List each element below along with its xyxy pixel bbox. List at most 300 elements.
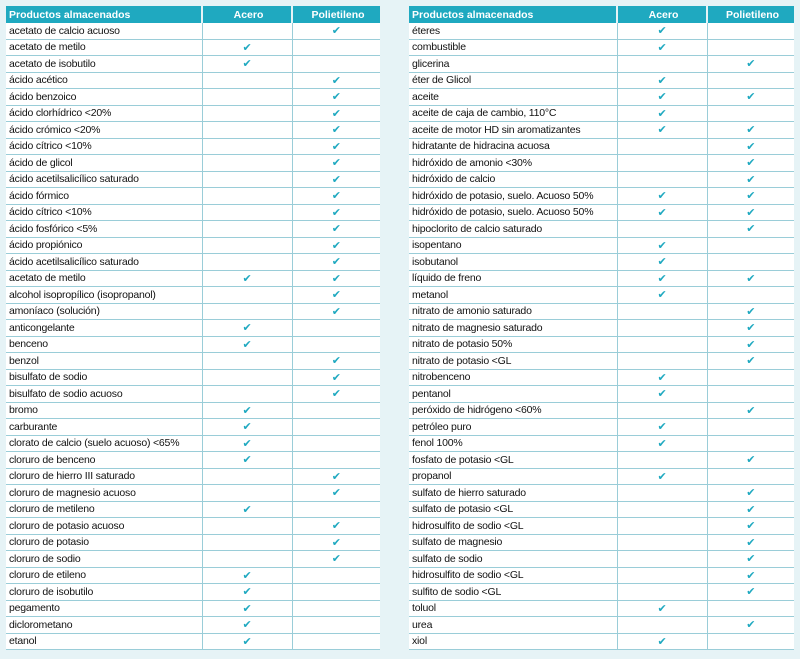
steel-compatibility-cell — [202, 188, 292, 205]
table-row — [6, 452, 380, 469]
steel-compatibility-cell — [617, 633, 707, 650]
polyethylene-compatibility-cell — [707, 518, 794, 535]
polyethylene-compatibility-cell — [292, 237, 380, 254]
steel-compatibility-cell — [202, 468, 292, 485]
polyethylene-compatibility-cell — [707, 287, 794, 304]
steel-compatibility-cell — [617, 320, 707, 337]
table-row — [409, 353, 794, 370]
table-row — [409, 633, 794, 650]
steel-compatibility-cell — [202, 89, 292, 106]
checkmark-icon: ✔ — [242, 338, 252, 351]
header-polyethylene: Polietileno — [292, 6, 380, 23]
product-name: nitrato de magnesio saturado — [409, 320, 617, 337]
table-row — [6, 72, 380, 89]
product-name: ácido crómico <20% — [6, 122, 202, 139]
polyethylene-compatibility-cell — [707, 237, 794, 254]
checkmark-icon: ✔ — [331, 470, 341, 483]
steel-compatibility-cell — [617, 188, 707, 205]
steel-compatibility-cell — [202, 122, 292, 139]
checkmark-icon: ✔ — [746, 520, 756, 533]
table-row — [6, 204, 380, 221]
product-name: diclorometano — [6, 617, 202, 634]
steel-compatibility-cell — [202, 501, 292, 518]
checkmark-icon: ✔ — [746, 503, 756, 516]
product-name: metanol — [409, 287, 617, 304]
checkmark-icon: ✔ — [746, 91, 756, 104]
steel-compatibility-cell — [617, 204, 707, 221]
polyethylene-compatibility-cell — [707, 204, 794, 221]
table-row — [409, 122, 794, 139]
steel-compatibility-cell — [202, 600, 292, 617]
table-row — [409, 89, 794, 106]
checkmark-icon: ✔ — [331, 124, 341, 137]
steel-compatibility-cell — [617, 221, 707, 238]
table-row — [6, 600, 380, 617]
steel-compatibility-cell — [202, 534, 292, 551]
table-row — [6, 320, 380, 337]
table-row — [409, 518, 794, 535]
polyethylene-compatibility-cell — [292, 567, 380, 584]
checkmark-icon: ✔ — [331, 272, 341, 285]
steel-compatibility-cell — [202, 204, 292, 221]
product-name: sulfato de sodio — [409, 551, 617, 568]
polyethylene-compatibility-cell — [292, 518, 380, 535]
table-row — [409, 72, 794, 89]
steel-compatibility-cell — [617, 452, 707, 469]
checkmark-icon: ✔ — [242, 58, 252, 71]
product-name: cloruro de isobutilo — [6, 584, 202, 601]
checkmark-icon: ✔ — [657, 602, 667, 615]
table-row — [409, 303, 794, 320]
product-name: isobutanol — [409, 254, 617, 271]
polyethylene-compatibility-cell — [292, 353, 380, 370]
product-name: aceite — [409, 89, 617, 106]
table-row — [6, 171, 380, 188]
steel-compatibility-cell — [617, 303, 707, 320]
steel-compatibility-cell — [202, 518, 292, 535]
polyethylene-compatibility-cell — [707, 551, 794, 568]
product-name: toluol — [409, 600, 617, 617]
steel-compatibility-cell — [202, 237, 292, 254]
checkmark-icon: ✔ — [746, 190, 756, 203]
product-name: cloruro de magnesio acuoso — [6, 485, 202, 502]
steel-compatibility-cell — [617, 386, 707, 403]
polyethylene-compatibility-cell — [707, 320, 794, 337]
polyethylene-compatibility-cell — [707, 452, 794, 469]
polyethylene-compatibility-cell — [707, 188, 794, 205]
product-name: acetato de calcio acuoso — [6, 23, 202, 39]
steel-compatibility-cell — [202, 353, 292, 370]
table-row — [6, 254, 380, 271]
polyethylene-compatibility-cell — [292, 188, 380, 205]
table-row — [409, 105, 794, 122]
product-name: sulfato de potasio <GL — [409, 501, 617, 518]
steel-compatibility-cell — [202, 369, 292, 386]
checkmark-icon: ✔ — [746, 338, 756, 351]
polyethylene-compatibility-cell — [707, 56, 794, 73]
steel-compatibility-cell — [617, 501, 707, 518]
product-name: nitrato de amonio saturado — [409, 303, 617, 320]
table-row — [409, 56, 794, 73]
checkmark-icon: ✔ — [331, 355, 341, 368]
checkmark-icon: ✔ — [242, 322, 252, 335]
steel-compatibility-cell — [617, 72, 707, 89]
steel-compatibility-cell — [617, 600, 707, 617]
polyethylene-compatibility-cell — [707, 39, 794, 56]
polyethylene-compatibility-cell — [292, 105, 380, 122]
steel-compatibility-cell — [202, 435, 292, 452]
product-name: petróleo puro — [409, 419, 617, 436]
product-name: acetato de metilo — [6, 39, 202, 56]
product-name: hidróxido de amonio <30% — [409, 155, 617, 172]
steel-compatibility-cell — [202, 617, 292, 634]
steel-compatibility-cell — [617, 369, 707, 386]
steel-compatibility-cell — [617, 138, 707, 155]
product-name: cloruro de etileno — [6, 567, 202, 584]
checkmark-icon: ✔ — [746, 355, 756, 368]
product-name: pentanol — [409, 386, 617, 403]
polyethylene-compatibility-cell — [707, 105, 794, 122]
polyethylene-compatibility-cell — [292, 501, 380, 518]
table-row — [409, 237, 794, 254]
product-name: cloruro de potasio — [6, 534, 202, 551]
product-name: sulfato de hierro saturado — [409, 485, 617, 502]
polyethylene-compatibility-cell — [707, 584, 794, 601]
steel-compatibility-cell — [617, 122, 707, 139]
steel-compatibility-cell — [202, 171, 292, 188]
checkmark-icon: ✔ — [242, 635, 252, 648]
product-name: cloruro de sodio — [6, 551, 202, 568]
table-row — [409, 419, 794, 436]
product-name: ácido acetilsalicílico saturado — [6, 171, 202, 188]
table-row — [6, 303, 380, 320]
checkmark-icon: ✔ — [331, 371, 341, 384]
polyethylene-compatibility-cell — [292, 221, 380, 238]
polyethylene-compatibility-cell — [292, 369, 380, 386]
table-header-row — [409, 6, 794, 23]
checkmark-icon: ✔ — [657, 41, 667, 54]
product-name: alcohol isopropílico (isopropanol) — [6, 287, 202, 304]
checkmark-icon: ✔ — [657, 437, 667, 450]
steel-compatibility-cell — [617, 617, 707, 634]
polyethylene-compatibility-cell — [707, 23, 794, 39]
polyethylene-compatibility-cell — [707, 402, 794, 419]
product-name: éteres — [409, 23, 617, 39]
steel-compatibility-cell — [617, 105, 707, 122]
table-row — [409, 386, 794, 403]
table-row — [6, 138, 380, 155]
checkmark-icon: ✔ — [657, 91, 667, 104]
checkmark-icon: ✔ — [242, 569, 252, 582]
polyethylene-compatibility-cell — [292, 254, 380, 271]
polyethylene-compatibility-cell — [707, 567, 794, 584]
product-name: hidróxido de calcio — [409, 171, 617, 188]
polyethylene-compatibility-cell — [292, 534, 380, 551]
steel-compatibility-cell — [617, 23, 707, 39]
steel-compatibility-cell — [202, 23, 292, 39]
checkmark-icon: ✔ — [331, 140, 341, 153]
product-name: sulfito de sodio <GL — [409, 584, 617, 601]
steel-compatibility-cell — [202, 303, 292, 320]
polyethylene-compatibility-cell — [707, 419, 794, 436]
steel-compatibility-cell — [202, 320, 292, 337]
checkmark-icon: ✔ — [242, 619, 252, 632]
polyethylene-compatibility-cell — [707, 72, 794, 89]
table-row — [409, 369, 794, 386]
checkmark-icon: ✔ — [657, 206, 667, 219]
table-row — [409, 155, 794, 172]
polyethylene-compatibility-cell — [707, 353, 794, 370]
checkmark-icon: ✔ — [331, 25, 341, 38]
steel-compatibility-cell — [617, 419, 707, 436]
table-row — [409, 287, 794, 304]
polyethylene-compatibility-cell — [707, 221, 794, 238]
checkmark-icon: ✔ — [657, 371, 667, 384]
product-name: ácido acetilsalicílico saturado — [6, 254, 202, 271]
table-row — [6, 237, 380, 254]
steel-compatibility-cell — [617, 155, 707, 172]
table-row — [6, 402, 380, 419]
product-name: bisulfato de sodio — [6, 369, 202, 386]
table-row — [6, 567, 380, 584]
header-polyethylene: Polietileno — [707, 6, 794, 23]
table-row — [6, 155, 380, 172]
steel-compatibility-cell — [617, 485, 707, 502]
checkmark-icon: ✔ — [746, 124, 756, 137]
polyethylene-compatibility-cell — [292, 138, 380, 155]
polyethylene-compatibility-cell — [707, 600, 794, 617]
checkmark-icon: ✔ — [242, 437, 252, 450]
product-name: ácido fórmico — [6, 188, 202, 205]
checkmark-icon: ✔ — [331, 536, 341, 549]
steel-compatibility-cell — [617, 254, 707, 271]
checkmark-icon: ✔ — [331, 74, 341, 87]
checkmark-icon: ✔ — [242, 454, 252, 467]
product-name: xiol — [409, 633, 617, 650]
checkmark-icon: ✔ — [746, 586, 756, 599]
steel-compatibility-cell — [617, 56, 707, 73]
steel-compatibility-cell — [617, 353, 707, 370]
product-name: ácido acético — [6, 72, 202, 89]
polyethylene-compatibility-cell — [292, 452, 380, 469]
product-name: benzol — [6, 353, 202, 370]
polyethylene-compatibility-cell — [292, 600, 380, 617]
polyethylene-compatibility-cell — [707, 485, 794, 502]
product-name: fosfato de potasio <GL — [409, 452, 617, 469]
product-name: ácido benzoico — [6, 89, 202, 106]
checkmark-icon: ✔ — [331, 289, 341, 302]
polyethylene-compatibility-cell — [707, 122, 794, 139]
checkmark-icon: ✔ — [657, 239, 667, 252]
checkmark-icon: ✔ — [657, 107, 667, 120]
steel-compatibility-cell — [617, 468, 707, 485]
product-name: combustible — [409, 39, 617, 56]
checkmark-icon: ✔ — [746, 206, 756, 219]
checkmark-icon: ✔ — [331, 520, 341, 533]
table-row — [6, 633, 380, 650]
compatibility-table-left — [6, 6, 380, 650]
table-row — [409, 501, 794, 518]
table-row — [6, 501, 380, 518]
product-name: hidróxido de potasio, suelo. Acuoso 50% — [409, 204, 617, 221]
checkmark-icon: ✔ — [746, 536, 756, 549]
polyethylene-compatibility-cell — [292, 419, 380, 436]
polyethylene-compatibility-cell — [292, 633, 380, 650]
product-name: anticongelante — [6, 320, 202, 337]
table-row — [409, 567, 794, 584]
table-row — [6, 188, 380, 205]
product-name: hidróxido de potasio, suelo. Acuoso 50% — [409, 188, 617, 205]
product-name: ácido clorhídrico <20% — [6, 105, 202, 122]
product-name: nitrobenceno — [409, 369, 617, 386]
product-name: ácido de glicol — [6, 155, 202, 172]
steel-compatibility-cell — [617, 567, 707, 584]
checkmark-icon: ✔ — [331, 107, 341, 120]
steel-compatibility-cell — [202, 452, 292, 469]
polyethylene-compatibility-cell — [707, 155, 794, 172]
table-row — [409, 254, 794, 271]
polyethylene-compatibility-cell — [707, 468, 794, 485]
steel-compatibility-cell — [617, 402, 707, 419]
polyethylene-compatibility-cell — [707, 501, 794, 518]
table-header-row — [6, 6, 380, 23]
checkmark-icon: ✔ — [746, 569, 756, 582]
polyethylene-compatibility-cell — [292, 485, 380, 502]
product-name: hidrosulfito de sodio <GL — [409, 518, 617, 535]
table-row — [409, 336, 794, 353]
product-name: líquido de freno — [409, 270, 617, 287]
checkmark-icon: ✔ — [331, 239, 341, 252]
checkmark-icon: ✔ — [746, 140, 756, 153]
checkmark-icon: ✔ — [746, 305, 756, 318]
polyethylene-compatibility-cell — [292, 155, 380, 172]
table-row — [6, 485, 380, 502]
steel-compatibility-cell — [617, 534, 707, 551]
steel-compatibility-cell — [202, 138, 292, 155]
polyethylene-compatibility-cell — [707, 336, 794, 353]
steel-compatibility-cell — [617, 171, 707, 188]
checkmark-icon: ✔ — [242, 586, 252, 599]
table-row — [6, 534, 380, 551]
checkmark-icon: ✔ — [331, 206, 341, 219]
steel-compatibility-cell — [202, 72, 292, 89]
checkmark-icon: ✔ — [746, 322, 756, 335]
polyethylene-compatibility-cell — [707, 303, 794, 320]
polyethylene-compatibility-cell — [292, 386, 380, 403]
product-name: ácido cítrico <10% — [6, 204, 202, 221]
product-name: ácido cítrico <10% — [6, 138, 202, 155]
product-name: glicerina — [409, 56, 617, 73]
polyethylene-compatibility-cell — [707, 534, 794, 551]
product-name: acetato de metilo — [6, 270, 202, 287]
checkmark-icon: ✔ — [242, 404, 252, 417]
table-row — [409, 23, 794, 39]
table-row — [409, 534, 794, 551]
polyethylene-compatibility-cell — [707, 89, 794, 106]
product-name: sulfato de magnesio — [409, 534, 617, 551]
checkmark-icon: ✔ — [657, 289, 667, 302]
product-name: éter de Glicol — [409, 72, 617, 89]
table-row — [6, 518, 380, 535]
product-name: hidratante de hidracina acuosa — [409, 138, 617, 155]
table-body-right — [409, 23, 794, 650]
polyethylene-compatibility-cell — [292, 270, 380, 287]
product-name: cloruro de potasio acuoso — [6, 518, 202, 535]
steel-compatibility-cell — [617, 584, 707, 601]
product-name: bromo — [6, 402, 202, 419]
polyethylene-compatibility-cell — [707, 171, 794, 188]
table-row — [6, 39, 380, 56]
steel-compatibility-cell — [617, 435, 707, 452]
product-name: nitrato de potasio 50% — [409, 336, 617, 353]
checkmark-icon: ✔ — [242, 421, 252, 434]
polyethylene-compatibility-cell — [707, 254, 794, 271]
checkmark-icon: ✔ — [331, 91, 341, 104]
header-products: Productos almacenados — [6, 6, 202, 23]
steel-compatibility-cell — [202, 221, 292, 238]
polyethylene-compatibility-cell — [292, 56, 380, 73]
polyethylene-compatibility-cell — [707, 138, 794, 155]
table-row — [6, 369, 380, 386]
table-row — [6, 435, 380, 452]
product-name: fenol 100% — [409, 435, 617, 452]
checkmark-icon: ✔ — [331, 388, 341, 401]
table-row — [409, 600, 794, 617]
table-row — [409, 39, 794, 56]
checkmark-icon: ✔ — [331, 173, 341, 186]
polyethylene-compatibility-cell — [292, 171, 380, 188]
steel-compatibility-cell — [617, 287, 707, 304]
product-name: clorato de calcio (suelo acuoso) <65% — [6, 435, 202, 452]
checkmark-icon: ✔ — [746, 454, 756, 467]
polyethylene-compatibility-cell — [707, 386, 794, 403]
product-name: acetato de isobutilo — [6, 56, 202, 73]
checkmark-icon: ✔ — [331, 553, 341, 566]
product-name: cloruro de metileno — [6, 501, 202, 518]
steel-compatibility-cell — [202, 56, 292, 73]
checkmark-icon: ✔ — [331, 487, 341, 500]
steel-compatibility-cell — [202, 402, 292, 419]
polyethylene-compatibility-cell — [292, 122, 380, 139]
checkmark-icon: ✔ — [657, 256, 667, 269]
table-row — [409, 584, 794, 601]
product-name: propanol — [409, 468, 617, 485]
checkmark-icon: ✔ — [746, 173, 756, 186]
table-row — [6, 551, 380, 568]
product-name: nitrato de potasio <GL — [409, 353, 617, 370]
steel-compatibility-cell — [202, 336, 292, 353]
checkmark-icon: ✔ — [242, 503, 252, 516]
checkmark-icon: ✔ — [657, 25, 667, 38]
checkmark-icon: ✔ — [657, 74, 667, 87]
table-body-left — [6, 23, 380, 650]
header-steel: Acero — [617, 6, 707, 23]
checkmark-icon: ✔ — [331, 190, 341, 203]
checkmark-icon: ✔ — [746, 553, 756, 566]
checkmark-icon: ✔ — [242, 602, 252, 615]
polyethylene-compatibility-cell — [707, 617, 794, 634]
product-name: peróxido de hidrógeno <60% — [409, 402, 617, 419]
table-row — [6, 122, 380, 139]
table-row — [409, 320, 794, 337]
checkmark-icon: ✔ — [331, 305, 341, 318]
polyethylene-compatibility-cell — [292, 287, 380, 304]
polyethylene-compatibility-cell — [292, 402, 380, 419]
table-row — [409, 551, 794, 568]
steel-compatibility-cell — [617, 89, 707, 106]
checkmark-icon: ✔ — [746, 404, 756, 417]
product-name: benceno — [6, 336, 202, 353]
